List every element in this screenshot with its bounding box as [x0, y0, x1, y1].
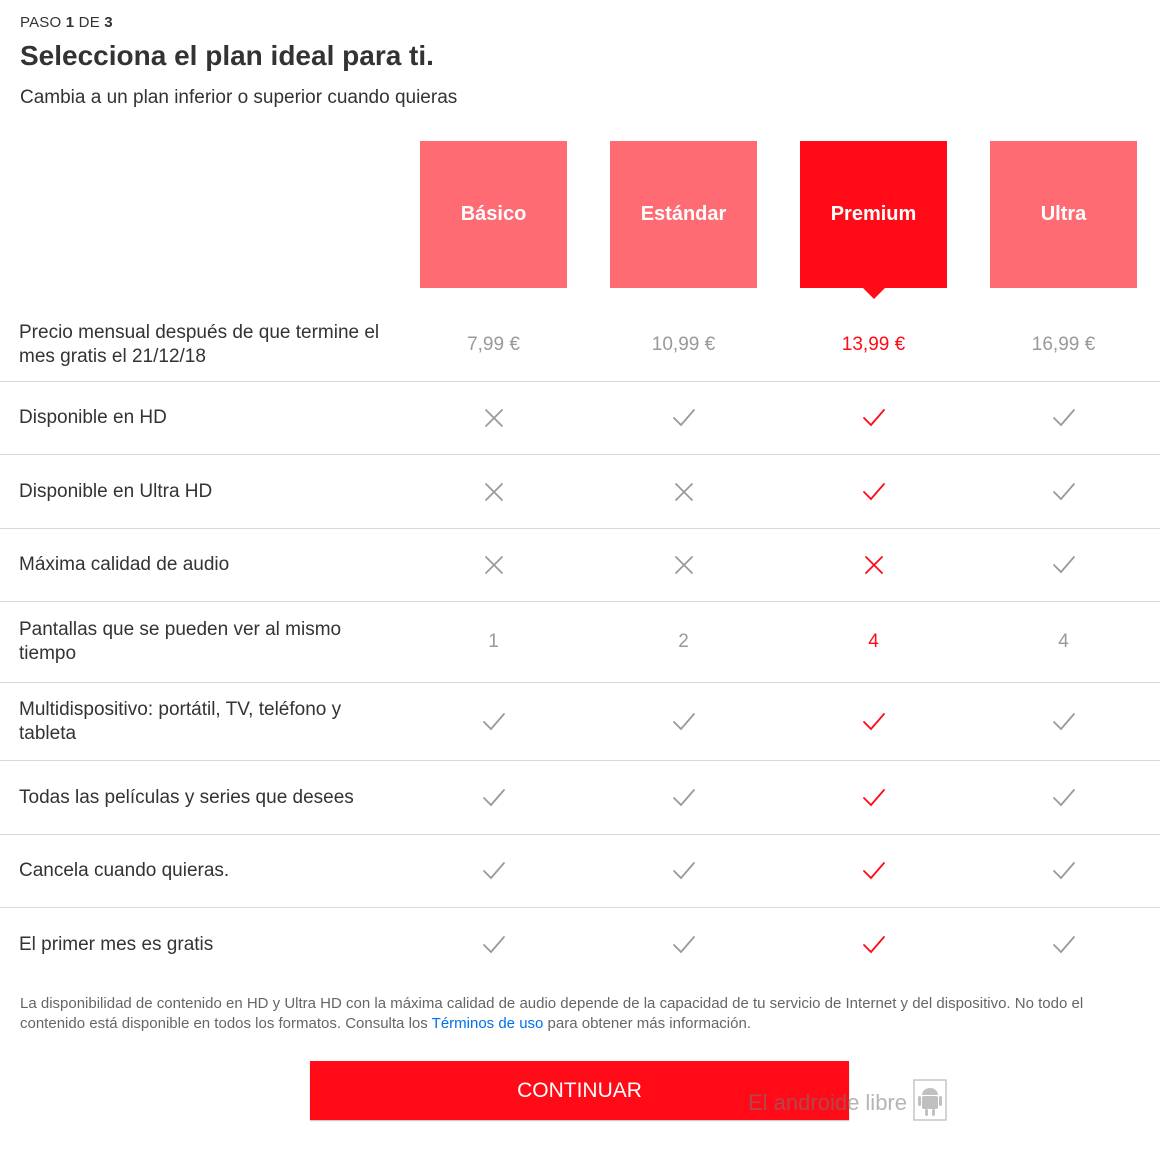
- plan-estandar[interactable]: Estándar: [610, 141, 757, 288]
- cross-icon: [482, 480, 506, 504]
- check-icon: [862, 859, 886, 883]
- feature-row-audio: [0, 529, 1160, 602]
- feature-cell: [990, 455, 1137, 528]
- feature-row-multi: [0, 683, 1160, 761]
- check-icon: [672, 933, 696, 957]
- cross-icon: [672, 553, 696, 577]
- feature-cell: [800, 908, 947, 981]
- terms-link[interactable]: Términos de uso: [431, 1015, 544, 1032]
- plan-premium[interactable]: Premium: [800, 141, 947, 288]
- feature-label: Disponible en Ultra HD: [19, 480, 213, 502]
- price-value: 10,99 €: [651, 333, 716, 355]
- check-icon: [862, 933, 886, 957]
- screens-value: 2: [678, 631, 689, 652]
- screens-value: 4: [1058, 631, 1069, 652]
- feature-label: Pantallas que se pueden ver al mismo tiempo: [19, 619, 342, 664]
- feature-cell: [420, 455, 567, 528]
- check-icon: [482, 933, 506, 957]
- feature-label: El primer mes es gratis: [19, 933, 214, 955]
- feature-cell: [610, 835, 757, 907]
- feature-cell: [610, 455, 757, 528]
- feature-row-hd: [0, 382, 1160, 455]
- feature-row-cancel: [0, 835, 1160, 908]
- cross-icon: [672, 480, 696, 504]
- check-icon: [482, 859, 506, 883]
- check-icon: [672, 786, 696, 810]
- check-icon: [482, 786, 506, 810]
- feature-label: Cancela cuando quieras.: [19, 860, 230, 881]
- feature-cell: [610, 761, 757, 834]
- feature-cell: [990, 761, 1137, 834]
- feature-cell: [990, 382, 1137, 454]
- feature-cell: [990, 529, 1137, 601]
- feature-cell: [800, 835, 947, 907]
- feature-row-all: [0, 761, 1160, 835]
- feature-row-free: [0, 908, 1160, 981]
- feature-cell: [800, 683, 947, 760]
- check-icon: [862, 480, 886, 504]
- feature-cell: [610, 908, 757, 981]
- cross-icon: [862, 553, 886, 577]
- feature-label: Máxima calidad de audio: [19, 554, 230, 575]
- feature-label: Todas las películas y series que desees: [19, 786, 354, 808]
- check-icon: [672, 859, 696, 883]
- continue-button[interactable]: CONTINUAR: [310, 1061, 849, 1120]
- feature-cell: [420, 529, 567, 601]
- feature-cell: [800, 529, 947, 601]
- cross-icon: [482, 553, 506, 577]
- feature-cell: [420, 761, 567, 834]
- check-icon: [1052, 710, 1076, 734]
- feature-cell: [610, 529, 757, 601]
- check-icon: [672, 406, 696, 430]
- feature-label: Multidispositivo: portátil, TV, teléfono y tableta: [19, 698, 342, 744]
- feature-row-price: [0, 308, 1160, 382]
- feature-cell: [990, 908, 1137, 981]
- check-icon: [1052, 406, 1076, 430]
- step-indicator: PASO 1 DE 3: [20, 14, 113, 31]
- feature-cell: [800, 761, 947, 834]
- feature-cell: [610, 683, 757, 760]
- feature-label: Disponible en HD: [19, 407, 167, 428]
- plan-basico[interactable]: Básico: [420, 141, 567, 288]
- page-subtitle: Cambia a un plan inferior o superior cuando quieras: [20, 87, 458, 108]
- check-icon: [1052, 933, 1076, 957]
- plan-ultra[interactable]: Ultra: [990, 141, 1137, 288]
- check-icon: [1052, 786, 1076, 810]
- check-icon: [1052, 480, 1076, 504]
- page-title: Selecciona el plan ideal para ti.: [20, 40, 434, 71]
- price-value: 13,99 €: [841, 333, 906, 355]
- feature-cell: [800, 382, 947, 454]
- check-icon: [862, 710, 886, 734]
- check-icon: [862, 406, 886, 430]
- screens-value: 4: [868, 631, 879, 652]
- check-icon: [1052, 859, 1076, 883]
- feature-cell: [610, 382, 757, 454]
- check-icon: [672, 710, 696, 734]
- screens-value: 1: [488, 631, 499, 652]
- feature-row-uhd: [0, 455, 1160, 529]
- feature-cell: [420, 908, 567, 981]
- feature-cell: [420, 683, 567, 760]
- disclaimer: La disponibilidad de contenido en HD y Ultra HD con la máxima calidad de audio depende de la capacidad de tu servicio de Internet y del dispositivo. No todo el contenido está disponible en todos los formatos. Consulta los Términos de uso para obtener más información.: [20, 995, 1084, 1032]
- cross-icon: [482, 406, 506, 430]
- feature-label: Precio mensual después de que termine el mes gratis el 21/12/18: [19, 321, 380, 367]
- watermark: El androide libre: [748, 1080, 947, 1126]
- feature-cell: [990, 683, 1137, 760]
- feature-cell: [990, 835, 1137, 907]
- feature-row-screens: [0, 602, 1160, 683]
- check-icon: [482, 710, 506, 734]
- price-value: 7,99 €: [467, 333, 520, 355]
- check-icon: [1052, 553, 1076, 577]
- check-icon: [862, 786, 886, 810]
- price-value: 16,99 €: [1031, 333, 1096, 355]
- feature-cell: [420, 382, 567, 454]
- feature-cell: [800, 455, 947, 528]
- feature-cell: [420, 835, 567, 907]
- android-robot-icon: [913, 1079, 947, 1127]
